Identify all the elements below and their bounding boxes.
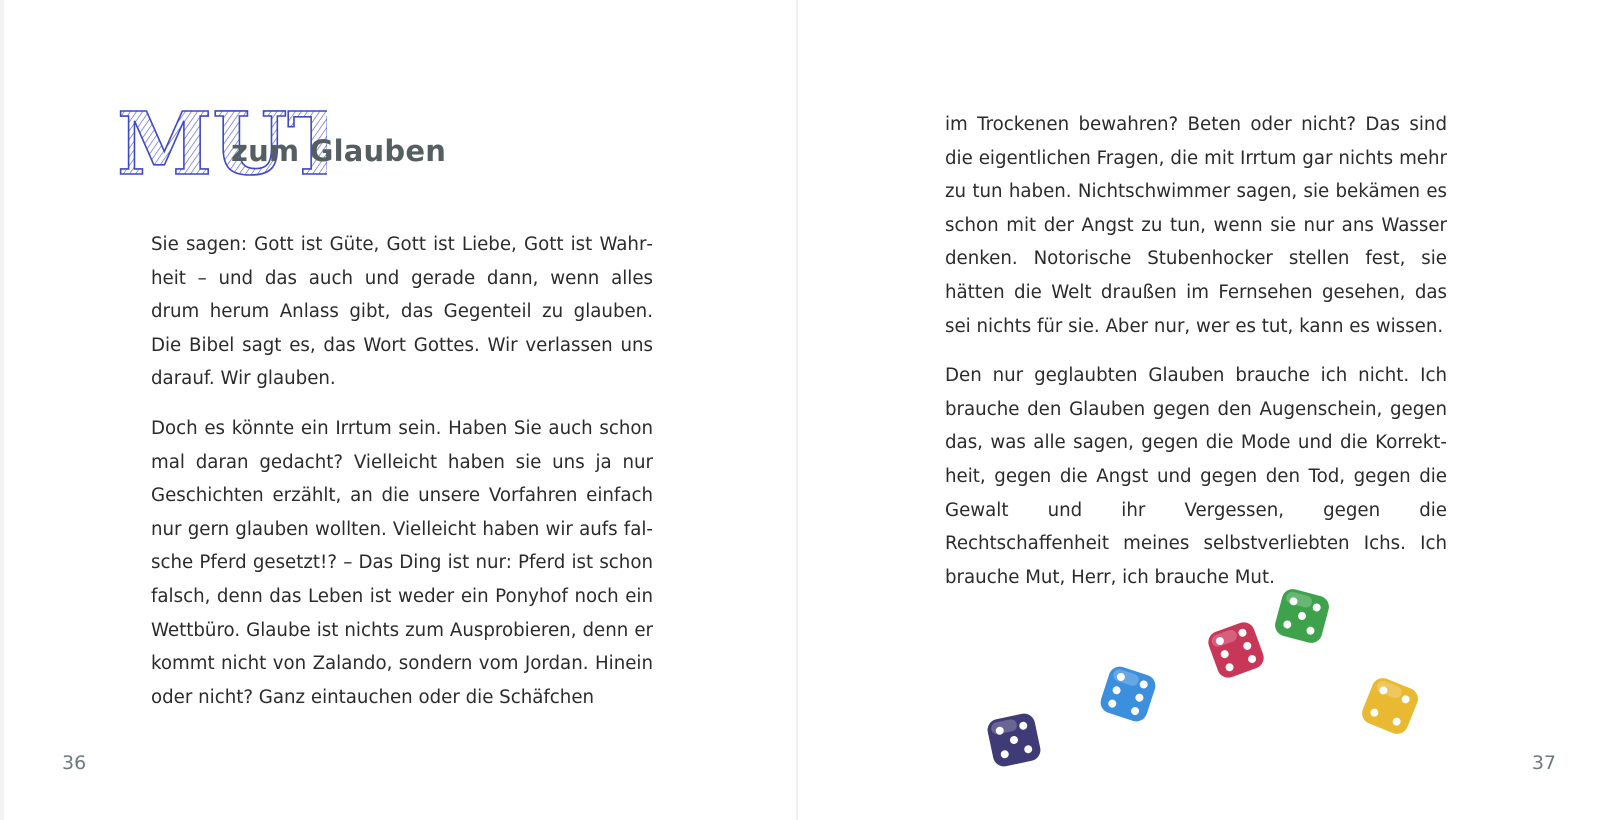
paragraph: Doch es könnte ein Irrtum sein. Haben Sie auch schon mal daran gedacht? Vielleicht haben sie uns ja nur Geschichten erzählt, an die unsere Vorfahren einfach nur gern glauben wollten. Vielleicht haben wir aufs falsche Pferd gesetzt!? – Das Ding ist nur: Pferd ist schon falsch, denn das Leben ist weder ein Ponyhof noch ein Wettbüro. Glaube ist nichts zum Ausprobieren, denn er kommt nicht von Zalando, sondern vom Jordan. Hinein oder nicht? Ganz eintauchen oder die Schäfchen	[151, 417, 653, 708]
paragraph: Sie sagen: Gott ist Güte, Gott ist Liebe, Gott ist Wahrheit – und das auch und gerade dann, wenn alles drum herum Anlass gibt, das Gegenteil zu glauben. Die Bibel sagt es, das Wort Gottes. Wir verlassen uns darauf. Wir glauben.	[151, 234, 653, 390]
green-die	[1274, 588, 1330, 644]
red-die	[1208, 622, 1264, 678]
page-title	[117, 104, 477, 184]
dice-illustration	[978, 590, 1458, 790]
paragraph: im Trockenen bewahren? Beten oder nicht? Das sind die eigentlichen Fragen, die mit Irrtum gar nichts mehr zu tun haben. Nichtschwimmer sagen, sie bekämen es schon mit der Angst zu tun, wenn sie nur ans Wasser denken. Notorische Stubenhocker stellen fest, sie hätten die Welt draußen im Fernsehen gesehen, das sei nichts für sie. Aber nur, wer es tut, kann es wissen.	[945, 114, 1447, 337]
page-number-left: 36	[62, 752, 87, 774]
left-body-text	[151, 228, 653, 730]
title-zum-glauben: zum Glauben	[231, 134, 447, 168]
page-number-right: 37	[1531, 752, 1556, 774]
left-page	[0, 0, 796, 820]
paragraph: Den nur geglaubten Glauben brauche ich nicht. Ich brauche den Glauben gegen den Augenschein, gegen das, was alle sagen, gegen die Mode und die Korrektheit, gegen die Angst und gegen den Tod, gegen die Gewalt und ihr Vergessen, gegen die Rechtschaffenheit meines selbstverliebten Ichs. Ich brauche Mut, Herr, ich brauche Mut.	[945, 365, 1447, 588]
right-page	[798, 0, 1600, 820]
right-body-text	[945, 108, 1447, 610]
yellow-die	[1362, 678, 1418, 734]
purple-die	[986, 712, 1042, 768]
title-mut-text: MUT	[117, 104, 327, 180]
blue-die	[1100, 666, 1156, 722]
